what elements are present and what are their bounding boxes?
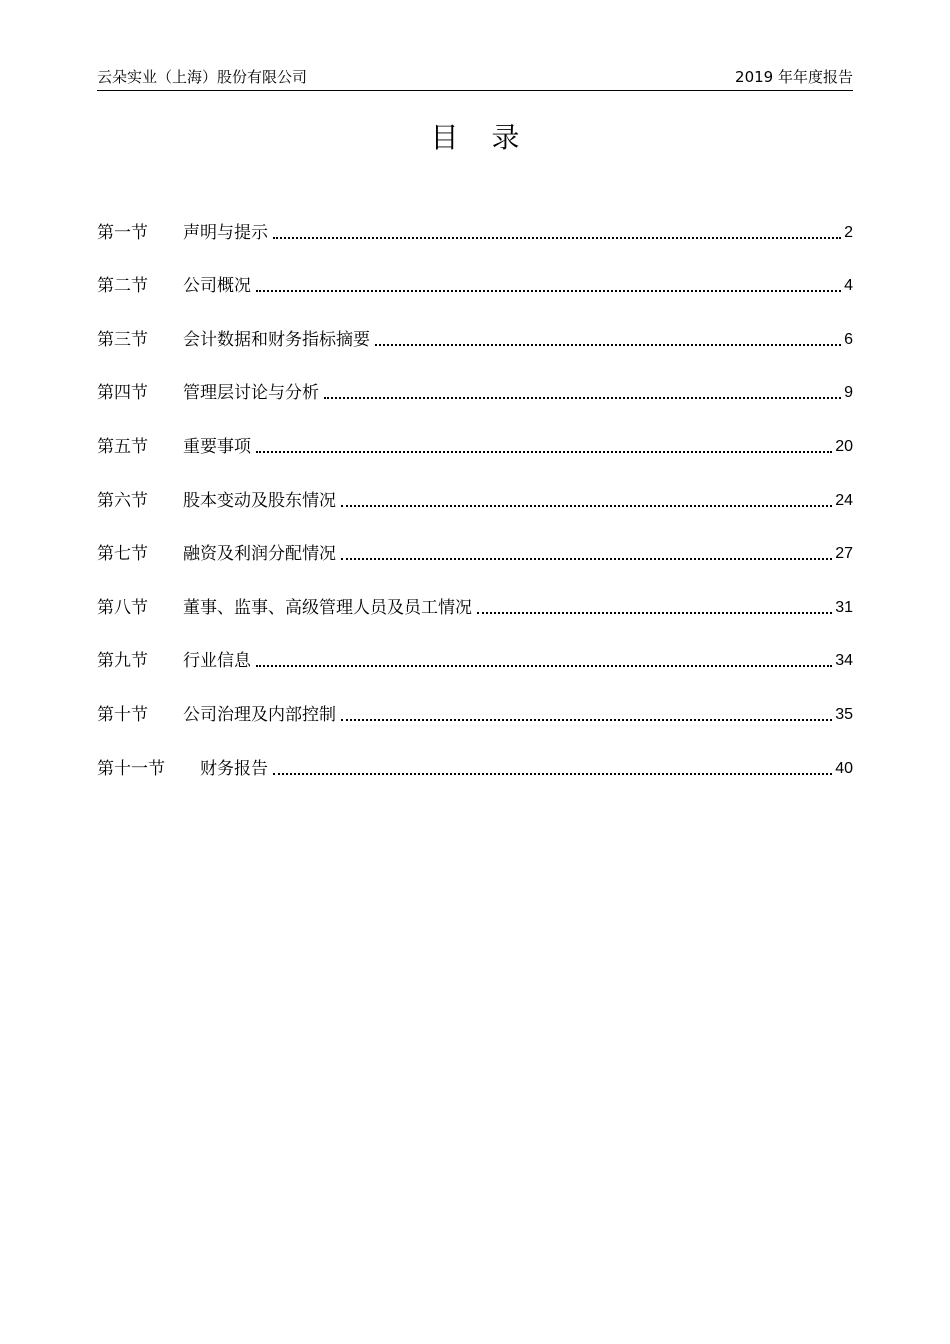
toc-page-number: 34 [835, 652, 853, 670]
toc-section-title: 公司概况 [183, 276, 251, 297]
toc-entry[interactable] [97, 621, 853, 675]
toc-page-number: 4 [844, 277, 853, 295]
toc-page-number: 35 [835, 705, 853, 723]
company-name: 云朵实业（上海）股份有限公司 [97, 68, 308, 86]
dot-leader [477, 610, 832, 614]
toc-entry[interactable] [97, 192, 853, 246]
toc-entry[interactable] [97, 299, 853, 353]
page-title: 目 录 [430, 121, 532, 154]
toc-section-title: 重要事项 [183, 436, 251, 457]
toc-section-number: 第九节 [97, 651, 148, 672]
toc-section-title: 董事、监事、高级管理人员及员工情况 [183, 597, 472, 618]
toc-entry[interactable] [97, 460, 853, 514]
toc-section-number: 第十一节 [97, 758, 165, 779]
toc-entry[interactable] [97, 728, 853, 782]
toc-entry[interactable] [97, 674, 853, 728]
dot-leader [273, 235, 841, 239]
toc-section-title: 财务报告 [200, 758, 268, 779]
dot-leader [341, 503, 832, 507]
toc-section-title: 融资及利润分配情况 [183, 544, 336, 565]
dot-leader [341, 556, 832, 560]
dot-leader [256, 663, 832, 667]
toc-section-title: 股本变动及股东情况 [183, 490, 336, 511]
toc-entry[interactable] [97, 353, 853, 407]
toc-page-number: 31 [835, 598, 853, 616]
toc-page-number: 40 [835, 759, 853, 777]
toc-page-number: 2 [844, 223, 853, 241]
toc-entry[interactable] [97, 567, 853, 621]
toc-entry[interactable] [97, 406, 853, 460]
toc-page-number: 27 [835, 545, 853, 563]
toc-section-number: 第四节 [97, 383, 148, 404]
toc-section-number: 第二节 [97, 276, 148, 297]
toc-section-number: 第十节 [97, 704, 148, 725]
toc-page-number: 20 [835, 437, 853, 455]
toc-page-number: 24 [835, 491, 853, 509]
toc-section-title: 公司治理及内部控制 [183, 704, 336, 725]
toc-entry[interactable] [97, 514, 853, 568]
toc-section-title: 行业信息 [183, 651, 251, 672]
toc-section-number: 第五节 [97, 436, 148, 457]
dot-leader [341, 717, 832, 721]
toc-page-number: 9 [844, 384, 853, 402]
dot-leader [256, 288, 841, 292]
toc-section-number: 第六节 [97, 490, 148, 511]
page-header [97, 66, 853, 91]
toc-entry[interactable] [97, 246, 853, 300]
dot-leader [273, 771, 832, 775]
table-of-contents [97, 192, 853, 782]
toc-section-title: 声明与提示 [183, 222, 268, 243]
dot-leader [324, 395, 841, 399]
toc-section-title: 会计数据和财务指标摘要 [183, 329, 370, 350]
toc-page-number: 6 [844, 330, 853, 348]
toc-section-number: 第七节 [97, 544, 148, 565]
dot-leader [375, 342, 841, 346]
toc-section-number: 第三节 [97, 329, 148, 350]
toc-section-number: 第八节 [97, 597, 148, 618]
dot-leader [256, 449, 832, 453]
toc-section-number: 第一节 [97, 222, 148, 243]
report-title: 2019 年年度报告 [735, 68, 853, 86]
toc-section-title: 管理层讨论与分析 [183, 383, 319, 404]
